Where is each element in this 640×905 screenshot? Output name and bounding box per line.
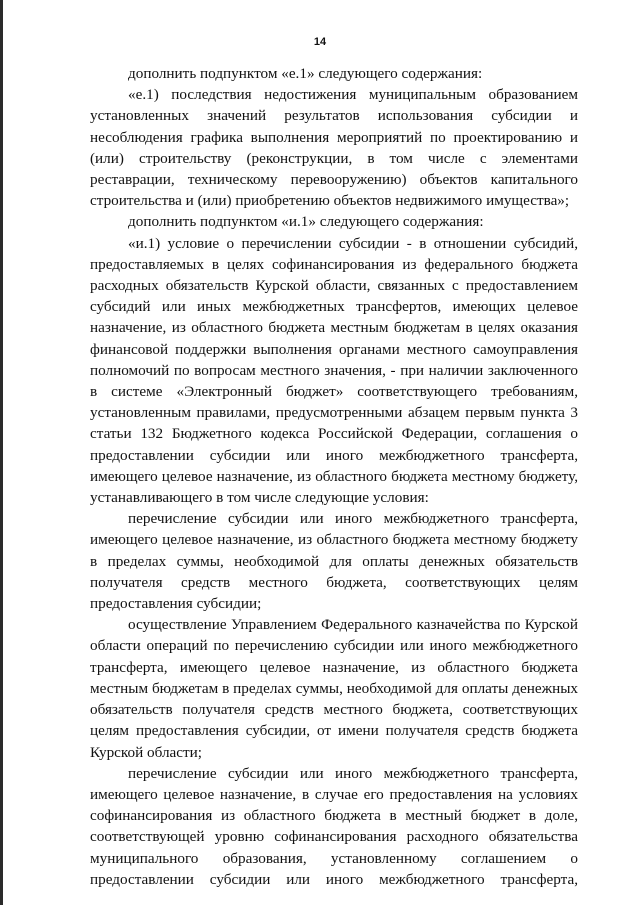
paragraph-condition-treasury: осуществление Управлением Федерального казначейства по Курской области операций по перечислению субсидии или иного межбюджетного трансферта, имеющего целевое назначение, из областного бюджета местным бюджетам в пределах суммы, необходимой для оплаты денежных обязательств получателя средств местного бюджета, соответствующих целям предоставления субсидии, от имени получателя средств бюджета Курской области;	[90, 616, 578, 761]
paragraph-amend-i1-intro: дополнить подпунктом «и.1» следующего содержания:	[128, 213, 484, 231]
paragraph-condition-cofinancing: перечисление субсидии или иного межбюджетного трансферта, имеющего целевое назначение, в случае его предоставления на условиях софинансирования из областного бюджета в местный бюджет в доле, соответствующей уровню софинансирования расходного обязательства муниципального образования, установленному соглашением о предоставлении субсидии или иного межбюджетного трансферта,	[90, 764, 578, 888]
scan-edge	[0, 0, 3, 905]
paragraph-i1-text: «и.1) условие о перечислении субсидии - в отношении субсидий, предоставляемых в целях софинансирования из федерального бюджета расходных обязательств Курской области, связанных с предоставлением субсидий или иных межбюджетных трансфертов, имеющих целевое назначение, из областного бюджета местным бюджетам в целях оказания финансовой поддержки выполнения органами местного самоуправления полномочий по вопросам местного значения, - при наличии заключенного в системе «Электронный бюджет» соответствующего требованиям, установленным правилами, предусмотренными абзацем первым пункта 3 статьи 132 Бюджетного кодекса Российской Федерации, соглашения о предоставлении субсидии или иного межбюджетного трансферта, имеющего целевое назначение, из областного бюджета местному бюджету, устанавливающего в том числе следующие условия:	[90, 234, 578, 507]
paragraph-condition-transfer: перечисление субсидии или иного межбюджетного трансферта, имеющего целевое назначение, из областного бюджета местному бюджету в пределах суммы, необходимой для оплаты денежных обязательств получателя средств местного бюджета, соответствующих целям предоставления субсидии;	[90, 510, 578, 613]
paragraph-amend-e1-intro: дополнить подпунктом «е.1» следующего содержания:	[128, 65, 483, 82]
document-body	[90, 63, 578, 890]
page-number: 14	[313, 36, 327, 48]
paragraph-e1-text: «е.1) последствия недостижения муниципальным образованием установленных значений результатов использования субсидии и несоблюдения графика выполнения мероприятий по проектированию и (или) строительству (реконструкции, в том числе с элементами реставрации, техническому перевооружению) объектов капитального строительства и (или) приобретению объектов недвижимого имущества»;	[90, 86, 578, 210]
